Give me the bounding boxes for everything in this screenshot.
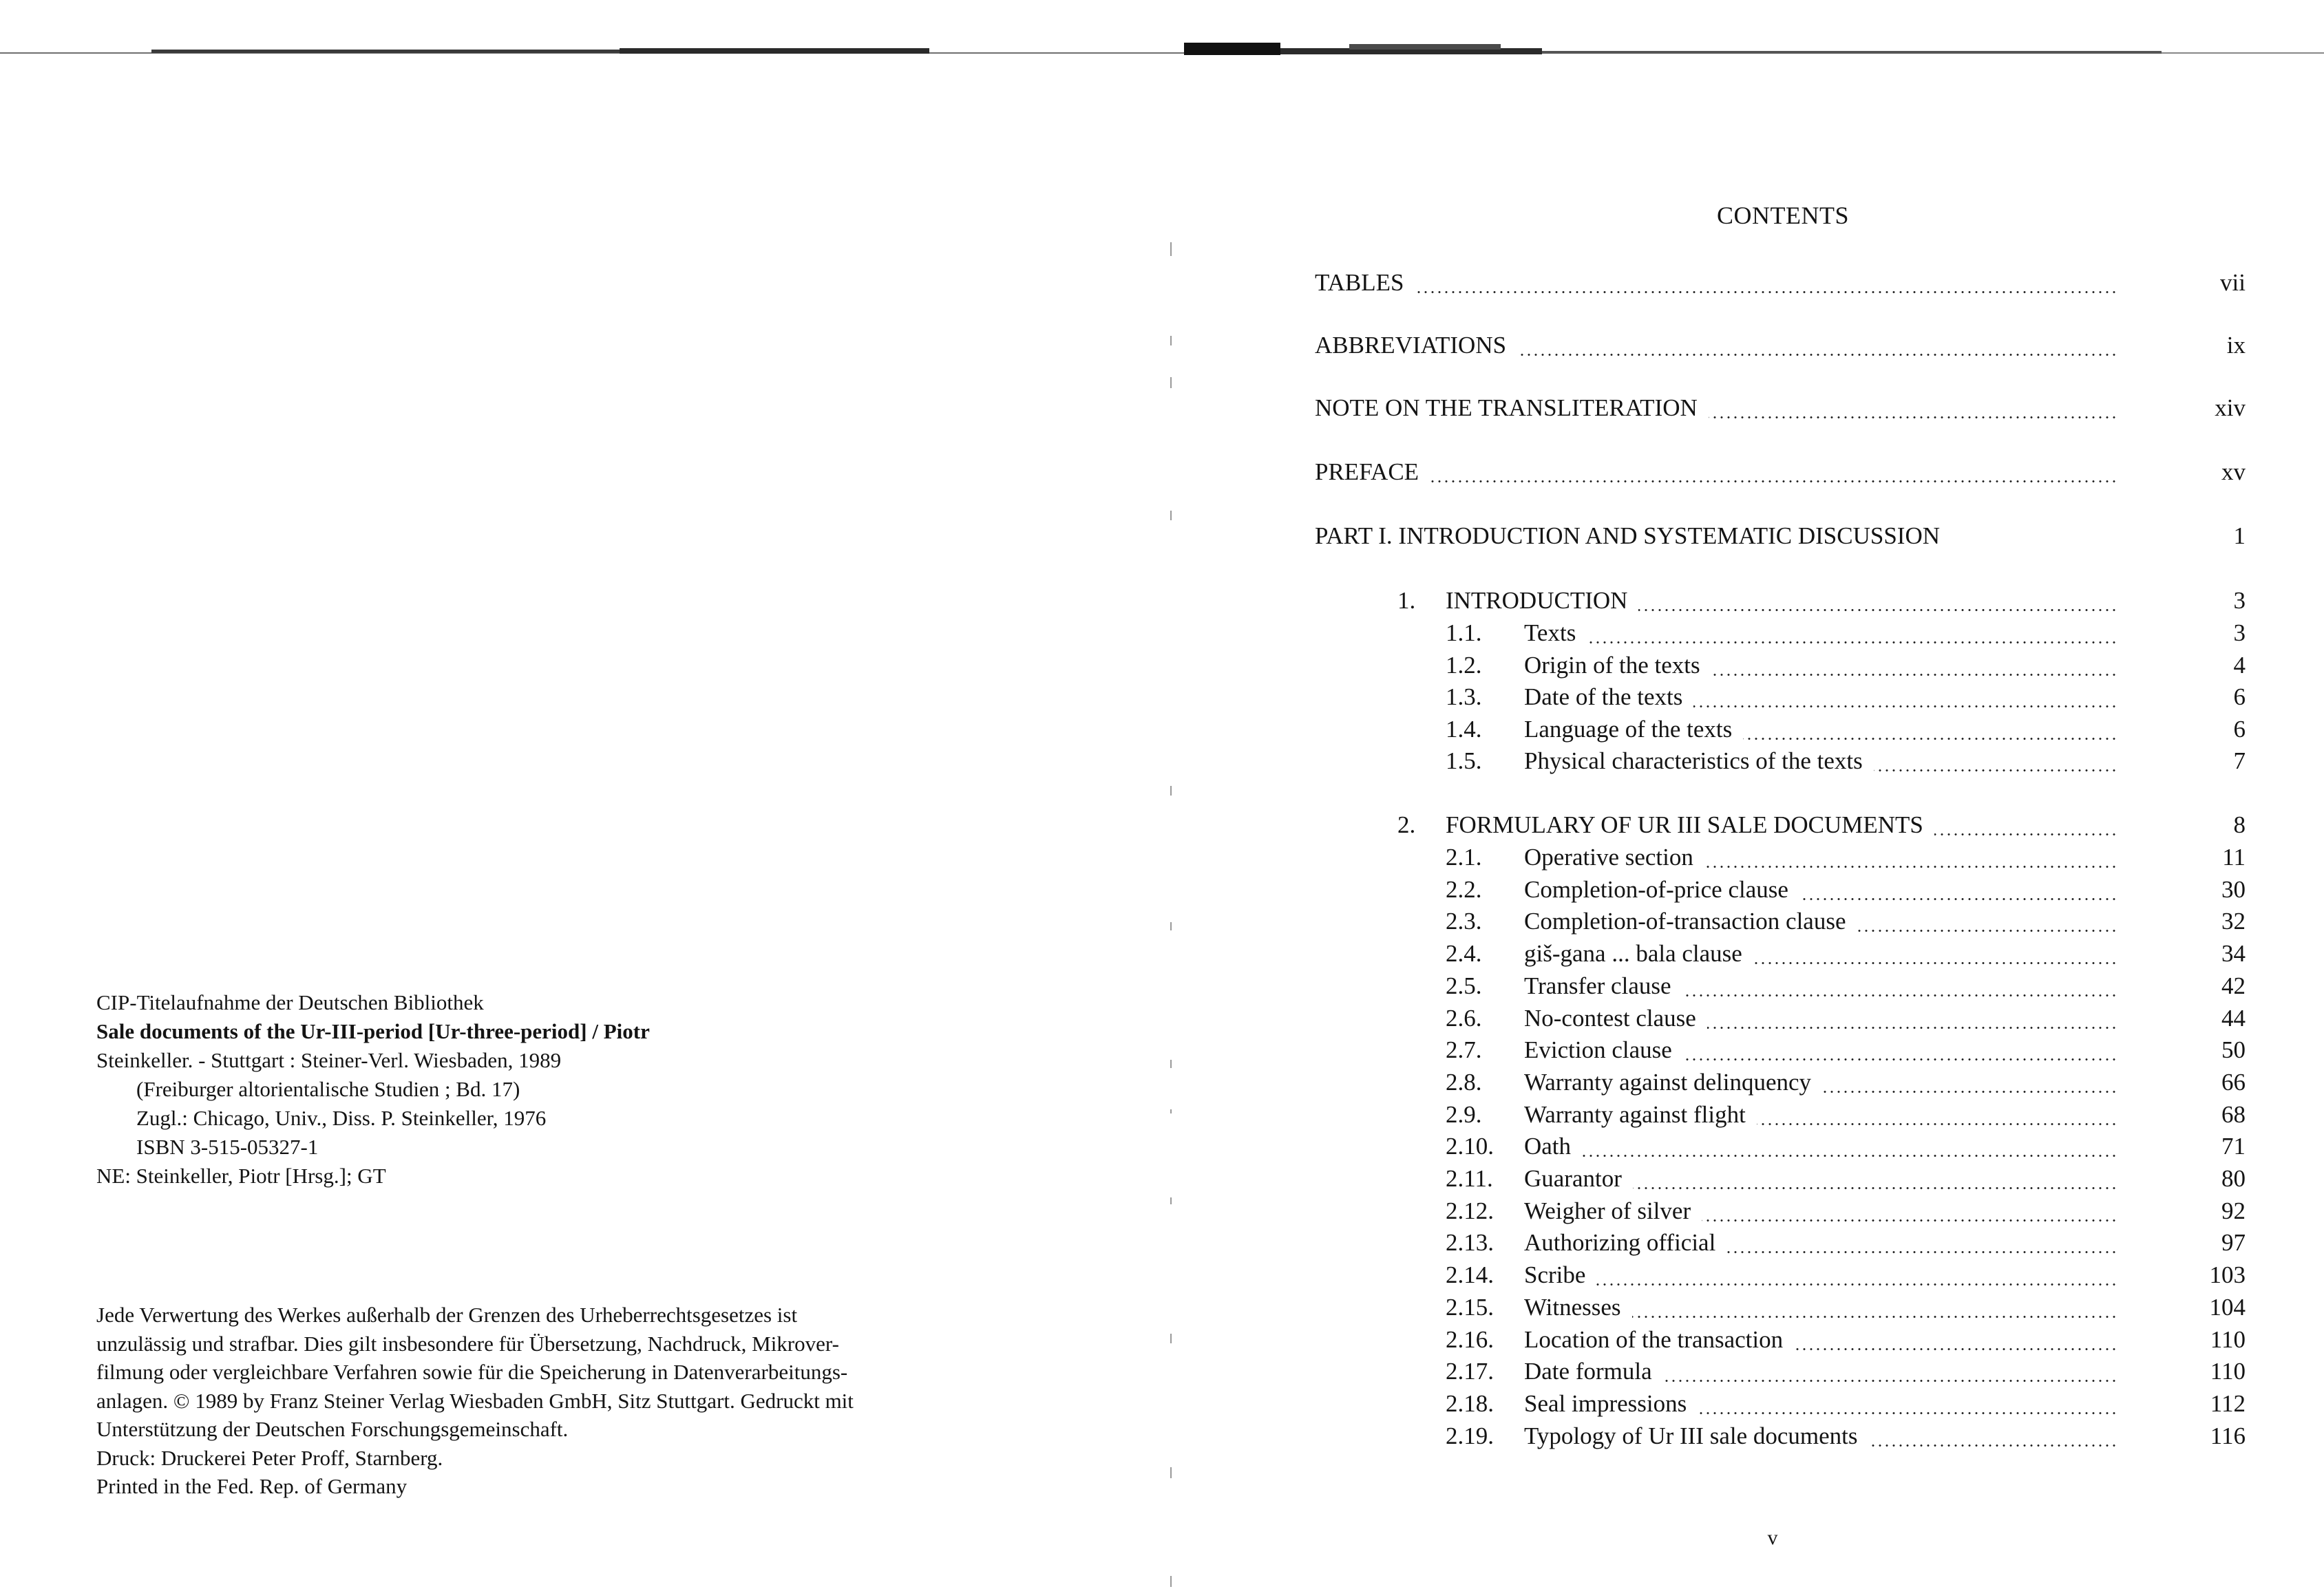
- toc-entry-number: 2.13.: [1446, 1229, 1494, 1257]
- gutter-mark: [1170, 1576, 1172, 1587]
- toc-entry-label: Typology of Ur III sale documents: [1524, 1422, 1858, 1449]
- copyright-line: anlagen. © 1989 by Franz Steiner Verlag Wiesbaden GmbH, Sitz Stuttgart. Gedruckt mit: [96, 1388, 854, 1413]
- toc-dot-leader: [1596, 1283, 2117, 1286]
- toc-dot-leader: [1934, 833, 2117, 835]
- toc-page-number: xv: [2221, 458, 2246, 485]
- toc-entry-label: Operative section: [1524, 844, 1693, 871]
- toc-page-number: 3: [2233, 587, 2246, 614]
- toc-dot-leader: [1582, 1155, 2117, 1157]
- toc-page-number: ix: [2226, 332, 2246, 359]
- toc-entry-number: 2.18.: [1446, 1389, 1494, 1417]
- toc-entry-label: TABLES: [1315, 269, 1404, 296]
- toc-dot-leader: [1632, 1316, 2117, 1318]
- toc-entry-label: Weigher of silver: [1524, 1197, 1691, 1224]
- toc-entry-number: 2.19.: [1446, 1422, 1494, 1449]
- toc-entry-label: Authorizing official: [1524, 1229, 1716, 1257]
- toc-entry-label: INTRODUCTION: [1446, 587, 1628, 614]
- toc-entry-label: PREFACE: [1315, 458, 1419, 485]
- toc-page-number: 104: [2209, 1293, 2246, 1321]
- toc-page-number: 50: [2221, 1036, 2246, 1064]
- gutter-mark: [1170, 1334, 1172, 1343]
- toc-entry-label: Warranty against delinquency: [1524, 1068, 1812, 1096]
- toc-page-number: 71: [2221, 1133, 2246, 1160]
- toc-section-item: [1315, 681, 2246, 713]
- toc-front-matter-item: [1315, 267, 2246, 299]
- toc-dot-leader: [1743, 738, 2117, 740]
- toc-section-item: [1315, 1292, 2246, 1323]
- toc-section-item: [1315, 906, 2246, 937]
- toc-part-item: [1315, 520, 2246, 552]
- toc-page-number: 30: [2221, 875, 2246, 903]
- toc-entry-number: 1.4.: [1446, 715, 1482, 743]
- toc-entry-number: 2.7.: [1446, 1036, 1482, 1064]
- toc-dot-leader: [1711, 674, 2117, 676]
- toc-entry-number: 2.16.: [1446, 1325, 1494, 1353]
- toc-entry-label: Location of the transaction: [1524, 1325, 1784, 1353]
- toc-page-number: vii: [2220, 269, 2246, 296]
- gutter-mark: [1170, 1197, 1172, 1204]
- gutter-mark: [1170, 1060, 1172, 1068]
- toc-entry-label: Seal impressions: [1524, 1389, 1687, 1417]
- toc-entry-label: Guarantor: [1524, 1165, 1622, 1192]
- toc-section-item: [1315, 1356, 2246, 1387]
- gutter-mark: [1170, 1467, 1172, 1478]
- toc-section-item: [1315, 714, 2246, 745]
- toc-dot-leader: [1415, 291, 2117, 293]
- toc-section-item: [1315, 1034, 2246, 1066]
- toc-entry-label: Date formula: [1524, 1358, 1652, 1385]
- toc-page-number: 103: [2209, 1261, 2246, 1289]
- toc-page-number: 97: [2221, 1229, 2246, 1257]
- toc-dot-leader: [1822, 1091, 2117, 1093]
- cip-isbn-line: ISBN 3-515-05327-1: [136, 1135, 319, 1159]
- toc-page-number: 6: [2233, 715, 2246, 743]
- toc-entry-number: 1.2.: [1446, 651, 1482, 679]
- toc-section-item: [1315, 1099, 2246, 1131]
- toc-entry-number: 2.11.: [1446, 1165, 1493, 1192]
- toc-dot-leader: [1683, 1058, 2117, 1060]
- toc-entry-number: 1.: [1397, 587, 1416, 614]
- toc-section-item: [1315, 617, 2246, 649]
- cip-series-line: (Freiburger altorientalische Studien ; Bd. 17): [136, 1077, 520, 1101]
- toc-section-item: [1315, 1259, 2246, 1291]
- toc-section-item: [1315, 1003, 2246, 1034]
- toc-entry-label: Scribe: [1524, 1261, 1586, 1289]
- toc-entry-label: Language of the texts: [1524, 715, 1733, 743]
- toc-section-item: [1315, 1324, 2246, 1356]
- toc-chapter-item: [1315, 809, 2246, 841]
- toc-page-number: 112: [2210, 1389, 2246, 1417]
- copyright-line: filmung oder vergleichbare Verfahren sowie für die Speicherung in Datenverarbeitungs-: [96, 1360, 848, 1384]
- toc-entry-number: 2.12.: [1446, 1197, 1494, 1224]
- toc-dot-leader: [1709, 416, 2117, 418]
- copyright-line: unzulässig und strafbar. Dies gilt insbesondere für Übersetzung, Nachdruck, Mikrover-: [96, 1331, 839, 1356]
- toc-page-number: 1: [2233, 522, 2246, 549]
- toc-page-number: 32: [2221, 908, 2246, 935]
- toc-dot-leader: [1757, 1123, 2117, 1125]
- toc-entry-number: 1.3.: [1446, 683, 1482, 711]
- toc-dot-leader: [1633, 1187, 2117, 1189]
- gutter-mark: [1170, 377, 1172, 388]
- toc-entry-label: Completion-of-price clause: [1524, 875, 1788, 903]
- toc-entry-label: NOTE ON THE TRANSLITERATION: [1315, 394, 1698, 421]
- toc-entry-number: 2.10.: [1446, 1133, 1494, 1160]
- printer-line: Druck: Druckerei Peter Proff, Starnberg.: [96, 1445, 443, 1470]
- toc-section-item: [1315, 1195, 2246, 1227]
- toc-dot-leader: [1753, 962, 2117, 964]
- toc-section-item: [1315, 1163, 2246, 1195]
- toc-entry-number: 2.6.: [1446, 1004, 1482, 1032]
- toc-page-number: 110: [2210, 1358, 2246, 1385]
- toc-entry-number: 2.9.: [1446, 1100, 1482, 1128]
- toc-entry-label: Oath: [1524, 1133, 1572, 1160]
- toc-page-number: 68: [2221, 1100, 2246, 1128]
- toc-entry-number: 2.14.: [1446, 1261, 1494, 1289]
- toc-entry-number: 2.17.: [1446, 1358, 1494, 1385]
- toc-section-item: [1315, 650, 2246, 681]
- printed-in-line: Printed in the Fed. Rep. of Germany: [96, 1474, 408, 1498]
- toc-section-item: [1315, 970, 2246, 1002]
- toc-dot-leader: [1430, 480, 2117, 482]
- toc-entry-label: Warranty against flight: [1524, 1100, 1746, 1128]
- toc-entry-label: Eviction clause: [1524, 1036, 1672, 1064]
- cip-title: Sale documents of the Ur-III-period [Ur-three-period] / Piotr: [96, 1019, 650, 1043]
- toc-dot-leader: [1869, 1444, 2117, 1447]
- toc-dot-leader: [1726, 1251, 2117, 1253]
- toc-entry-label: PART I. INTRODUCTION AND SYSTEMATIC DISCUSSION: [1315, 522, 1941, 549]
- toc-page-number: 66: [2221, 1068, 2246, 1096]
- toc-section-item: [1315, 1388, 2246, 1420]
- toc-entry-number: 2.8.: [1446, 1068, 1482, 1096]
- toc-entry-label: No-contest clause: [1524, 1004, 1696, 1032]
- toc-entry-label: FORMULARY OF UR III SALE DOCUMENTS: [1446, 811, 1923, 838]
- toc-entry-number: 2.5.: [1446, 972, 1482, 999]
- toc-dot-leader: [1857, 930, 2117, 932]
- toc-page-number: xiv: [2215, 394, 2246, 421]
- cip-dissertation-line: Zugl.: Chicago, Univ., Diss. P. Steinkeller, 1976: [136, 1106, 547, 1130]
- toc-dot-leader: [1874, 769, 2117, 771]
- gutter-mark: [1170, 922, 1172, 930]
- toc-entry-label: Completion-of-transaction clause: [1524, 908, 1846, 935]
- toc-page-number: 3: [2233, 619, 2246, 646]
- toc-page-number: 7: [2233, 747, 2246, 775]
- toc-page-number: 34: [2221, 940, 2246, 968]
- toc-dot-leader: [1638, 609, 2117, 611]
- copyright-line: Jede Verwertung des Werkes außerhalb der Grenzen des Urheberrechtsgesetzes ist: [96, 1303, 798, 1327]
- toc-section-item: [1315, 938, 2246, 970]
- toc-entry-number: 2.: [1397, 811, 1416, 838]
- toc-front-matter-item: [1315, 456, 2246, 488]
- toc-page-number: 8: [2233, 811, 2246, 838]
- toc-entry-label: Physical characteristics of the texts: [1524, 747, 1863, 775]
- toc-dot-leader: [1794, 1348, 2117, 1350]
- toc-entry-number: 2.4.: [1446, 940, 1482, 968]
- toc-front-matter-item: [1315, 330, 2246, 361]
- toc-section-item: [1315, 1067, 2246, 1098]
- gutter-mark: [1170, 336, 1172, 345]
- gutter-mark: [1170, 786, 1172, 796]
- toc-dot-leader: [1799, 898, 2117, 900]
- toc-dot-leader: [1698, 1412, 2117, 1414]
- toc-dot-leader: [1682, 994, 2117, 996]
- cip-heading: CIP-Titelaufnahme der Deutschen Bibliothek: [96, 990, 484, 1014]
- toc-page-number: 44: [2221, 1004, 2246, 1032]
- toc-entry-number: 1.1.: [1446, 619, 1482, 646]
- toc-entry-number: 2.2.: [1446, 875, 1482, 903]
- toc-chapter-item: [1315, 585, 2246, 617]
- toc-page-number: 116: [2210, 1422, 2246, 1449]
- toc-page-number: 4: [2233, 651, 2246, 679]
- toc-page-number: 6: [2233, 683, 2246, 711]
- cip-ne-line: NE: Steinkeller, Piotr [Hrsg.]; GT: [96, 1164, 386, 1188]
- toc-entry-label: Texts: [1524, 619, 1576, 646]
- toc-entry-number: 2.15.: [1446, 1293, 1494, 1321]
- toc-dot-leader: [1663, 1380, 2117, 1382]
- toc-section-item: [1315, 1420, 2246, 1452]
- toc-dot-leader: [1704, 866, 2117, 868]
- toc-section-item: [1315, 842, 2246, 873]
- toc-page-number: 11: [2222, 844, 2246, 871]
- toc-page-number: 110: [2210, 1325, 2246, 1353]
- toc-section-item: [1315, 874, 2246, 906]
- scan-edge-artifact: [0, 43, 2324, 63]
- copyright-notice: [96, 1301, 909, 1501]
- toc-entry-label: Date of the texts: [1524, 683, 1683, 711]
- gutter-mark: [1170, 1109, 1172, 1113]
- toc-dot-leader: [1702, 1219, 2117, 1222]
- toc-section-item: [1315, 1131, 2246, 1162]
- copyright-line: Unterstützung der Deutschen Forschungsgemeinschaft.: [96, 1417, 569, 1441]
- toc-page-number: 42: [2221, 972, 2246, 999]
- toc-entry-number: 2.1.: [1446, 844, 1482, 871]
- toc-dot-leader: [1693, 705, 2117, 707]
- gutter-mark: [1170, 242, 1172, 256]
- toc-page-number: 80: [2221, 1165, 2246, 1192]
- toc-entry-label: ABBREVIATIONS: [1315, 332, 1507, 359]
- toc-entry-label: Witnesses: [1524, 1293, 1621, 1321]
- toc-entry-label: Origin of the texts: [1524, 651, 1700, 679]
- toc-entry-number: 1.5.: [1446, 747, 1482, 775]
- toc-dot-leader: [1587, 641, 2117, 643]
- cip-publisher-line: Steinkeller. - Stuttgart : Steiner-Verl. Wiesbaden, 1989: [96, 1048, 562, 1072]
- toc-page-number: 92: [2221, 1197, 2246, 1224]
- toc-section-item: [1315, 1227, 2246, 1259]
- toc-section-item: [1315, 745, 2246, 777]
- cip-catalog-record: [96, 988, 922, 1191]
- page-number: v: [1767, 1526, 1778, 1549]
- toc-dot-leader: [1707, 1027, 2117, 1029]
- toc-dot-leader: [1517, 354, 2117, 356]
- toc-entry-label: Transfer clause: [1524, 972, 1671, 999]
- toc-entry-label: giš-gana ... bala clause: [1524, 940, 1742, 968]
- toc-entry-number: 2.3.: [1446, 908, 1482, 935]
- contents-heading: CONTENTS: [1717, 202, 1849, 229]
- toc-front-matter-item: [1315, 392, 2246, 424]
- gutter-mark: [1170, 511, 1172, 520]
